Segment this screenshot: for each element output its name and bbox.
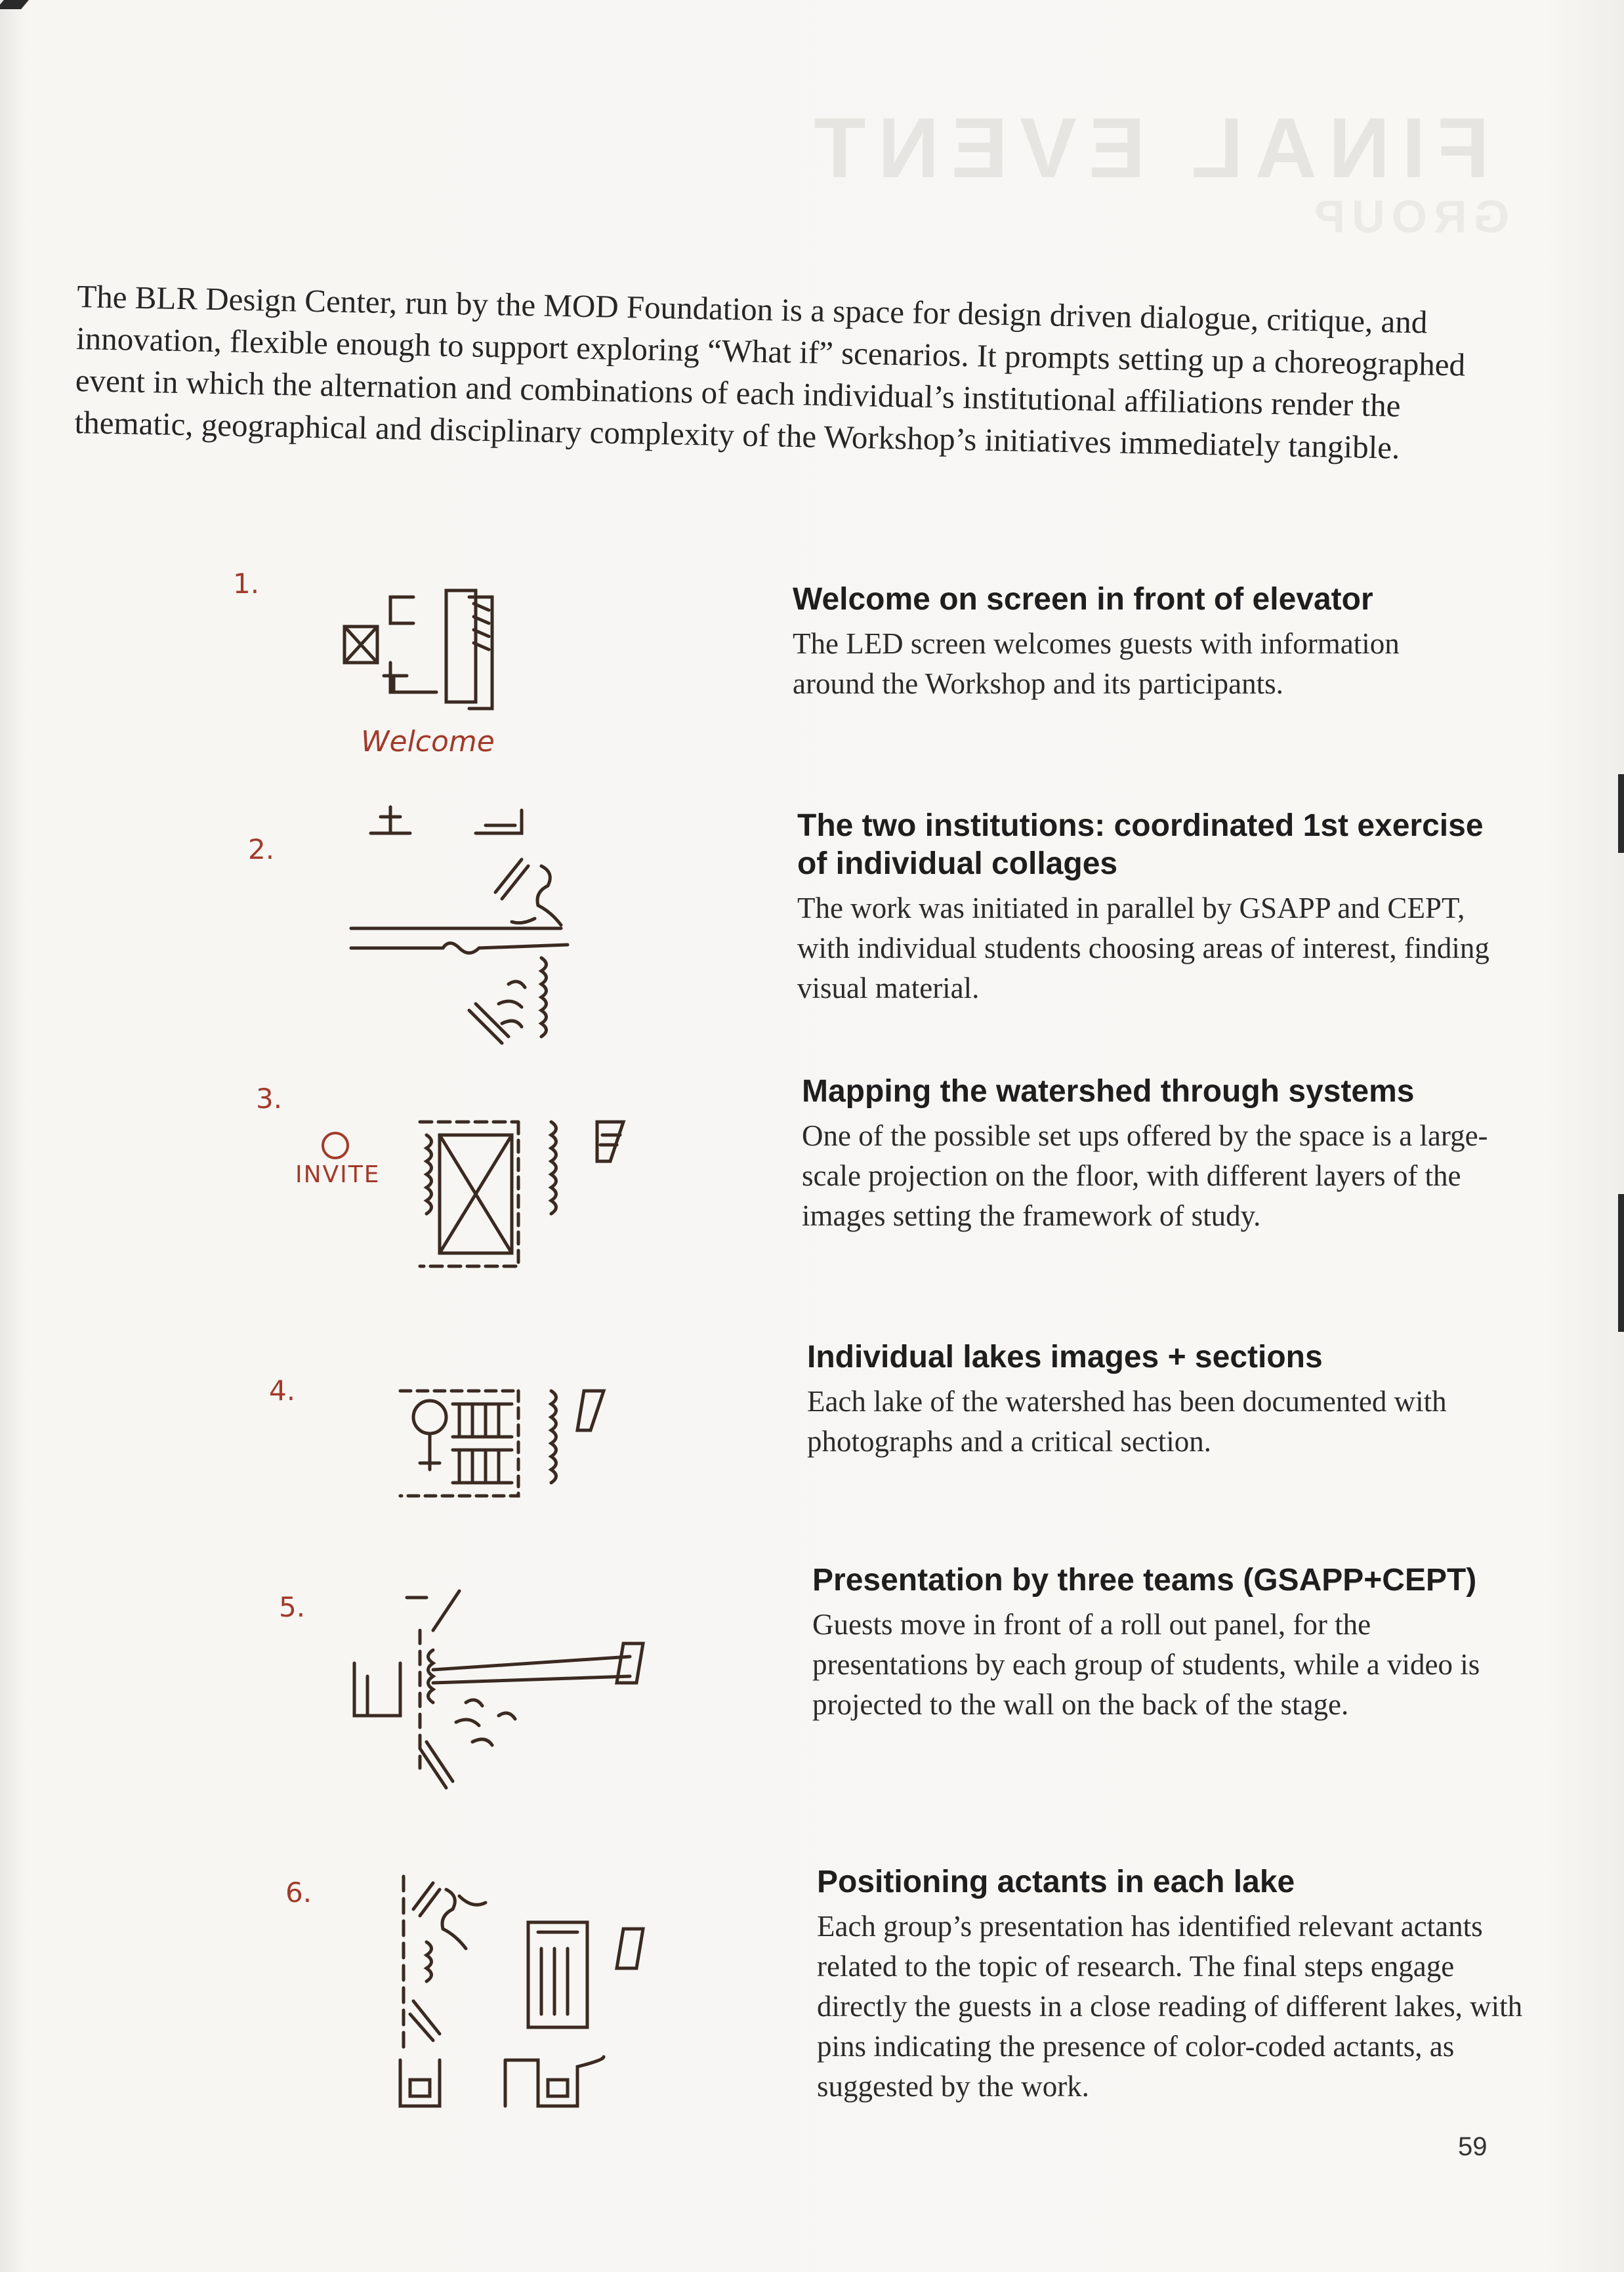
step-1: [793, 581, 1488, 704]
sketch-collages: [344, 794, 581, 1073]
step-number: 6.: [285, 1876, 312, 1909]
step-number: 5.: [279, 1591, 306, 1623]
sketch-presentation: [341, 1584, 656, 1798]
step-3: [802, 1073, 1497, 1236]
step-number: 4.: [269, 1374, 296, 1407]
page-number: 59: [1458, 2132, 1488, 2161]
step-body: Guests move in front of a roll out panel, for the presentations by each group of students, while a video is projected to the wall on the back of the stage.: [812, 1608, 1480, 1721]
step-body: Each lake of the watershed has been documented with photographs and a critical section.: [807, 1385, 1447, 1458]
step-number: 1.: [233, 568, 260, 600]
step-body: One of the possible set ups offered by the space is a large-scale projection on the floor, with different layers of the images setting the framework of study.: [802, 1119, 1488, 1232]
step-heading: Individual lakes images + sections: [807, 1340, 1323, 1374]
sketch-lake-images: [394, 1378, 630, 1525]
target-icon: [322, 1132, 349, 1159]
step-5: [812, 1561, 1508, 1725]
step-number: 3.: [256, 1083, 283, 1115]
page-edge-mark: [1618, 774, 1624, 853]
step-body: Each group’s presentation has identified relevant actants related to the topic of research. The final steps engage directly the guests in a close reading of different lakes, with pins indicating the presence of color-coded actants, as suggested by the work.: [817, 1910, 1523, 2103]
page-corner-mark: [0, 0, 29, 9]
intro-paragraph: The BLR Design Center, run by the MOD Foundation is a space for design driven dialogue, critique, and innovation, flexible enough to support exploring “What if” scenarios. It prompts setting up a choreographed event in which the alternation and combinations of each individual’s institutional affiliations render the thematic, geographical and disciplinary complexity of the Workshop’s initiatives immediately tangible.: [74, 278, 1466, 466]
step-2: [797, 807, 1493, 1008]
step-body: The work was initiated in parallel by GSAPP and CEPT, with individual students choosing areas of interest, finding visual material.: [797, 892, 1489, 1004]
bleed-through-subtitle: GROUP: [1308, 191, 1509, 242]
sketch-label-invite: INVITE: [295, 1161, 381, 1188]
sketch-actants-pins: [387, 1870, 682, 2122]
step-4: [807, 1338, 1503, 1462]
step-heading: Welcome on screen in front of elevator: [793, 582, 1373, 617]
step-heading: The two institutions: coordinated 1st exercise of individual collages: [797, 808, 1484, 881]
sketch-elevator-welcome: [335, 577, 531, 804]
step-heading: Presentation by three teams (GSAPP+CEPT): [812, 1563, 1477, 1598]
bleed-through-title: FINAL EVENT: [802, 100, 1489, 196]
step-6: [817, 1863, 1526, 2107]
step-heading: Mapping the watershed through systems: [802, 1074, 1415, 1109]
step-heading: Positioning actants in each lake: [817, 1865, 1295, 1899]
step-body: The LED screen welcomes guests with information around the Workshop and its participants.: [793, 627, 1400, 700]
sketch-label-welcome: Welcome: [361, 725, 495, 758]
step-number: 2.: [248, 833, 275, 865]
page-edge-mark: [1618, 1194, 1624, 1332]
